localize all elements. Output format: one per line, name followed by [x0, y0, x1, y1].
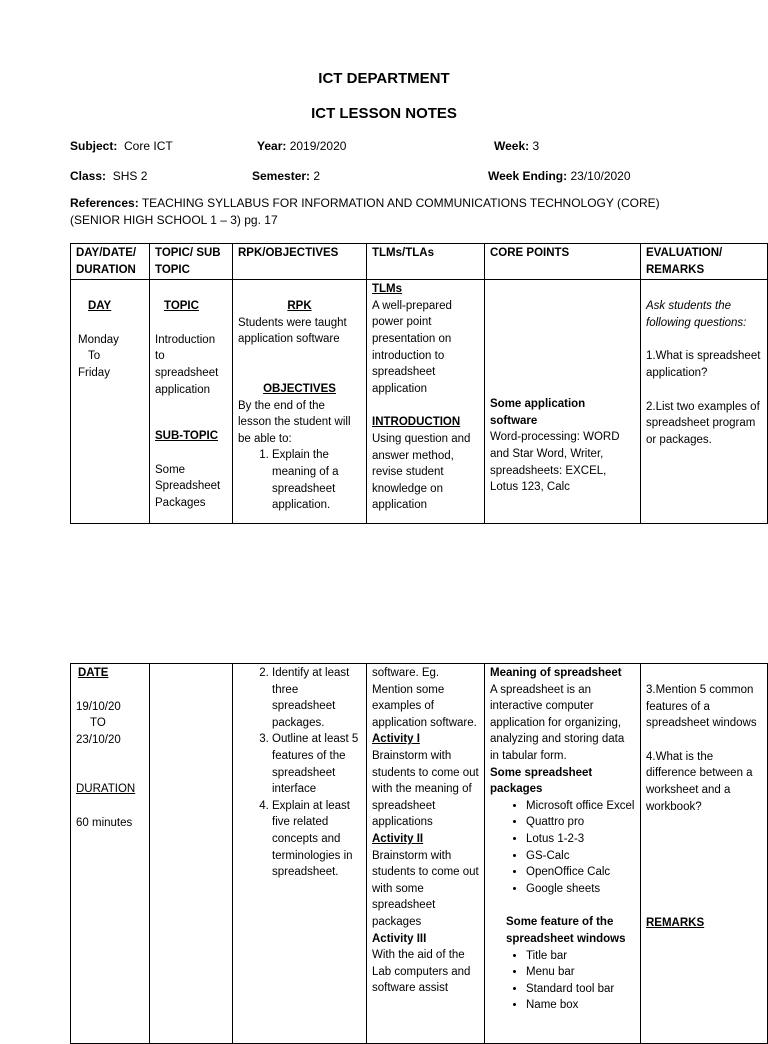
- table-header-row: [71, 244, 768, 280]
- week-label: Week:: [494, 139, 530, 153]
- evaluation-cell: [641, 280, 768, 524]
- topic-cell: [150, 280, 233, 524]
- week-ending-label: Week Ending:: [488, 169, 568, 183]
- objectives-cell: [233, 664, 367, 1044]
- date-cell: [71, 664, 150, 1044]
- activity-2-text: Brainstorm with students to come out with some spreadsheet packages: [372, 849, 479, 928]
- year-label: Year:: [257, 139, 287, 153]
- rpk-text: Students were taught application software: [238, 316, 347, 346]
- week-value: 3: [532, 139, 540, 153]
- header-tlms-tlas: TLMs/TLAs: [367, 244, 485, 280]
- rpk-heading: RPK: [287, 300, 312, 313]
- day-from: Monday: [78, 333, 119, 346]
- day-heading: DAY: [88, 300, 112, 313]
- topic-text: Introduction to spreadsheet application: [155, 333, 219, 396]
- semester-value: 2: [313, 169, 321, 183]
- lesson-notes-title: ICT LESSON NOTES: [311, 105, 457, 122]
- package-item: • Microsoft office Excel: [526, 798, 635, 815]
- week-ending-value: 23/10/2020: [570, 169, 631, 183]
- date-to: 23/10/20: [76, 733, 121, 746]
- core-points-heading: Some application software: [490, 398, 586, 427]
- semester-field: [252, 169, 320, 183]
- header-core-points: CORE POINTS: [485, 244, 641, 280]
- core-points-cell: [485, 280, 641, 524]
- feature-item: • Name box: [526, 997, 635, 1014]
- objectives-heading: OBJECTIVES: [263, 382, 336, 395]
- week-field: [494, 139, 539, 153]
- date-heading: DATE: [78, 667, 109, 679]
- day-until: Friday: [78, 366, 110, 379]
- header-topic: TOPIC/ SUB TOPIC: [150, 244, 233, 280]
- duration-value: 60 minutes: [76, 816, 133, 829]
- subject-label: Subject:: [70, 139, 118, 153]
- topic-heading: TOPIC: [164, 300, 199, 313]
- subtopic-heading: SUB-TOPIC: [155, 430, 219, 443]
- evaluation-cell: [641, 664, 768, 1044]
- remarks-heading: REMARKS: [646, 917, 705, 930]
- subject-field: [70, 139, 173, 153]
- references-label: References:: [70, 196, 139, 210]
- package-item: • Quattro pro: [526, 814, 635, 831]
- date-from: 19/10/20: [76, 700, 121, 713]
- meaning-heading: Meaning of spreadsheet: [490, 667, 622, 679]
- objective-item: 3. Outline at least 5 features of the spreadsheet interface: [272, 731, 361, 797]
- date-to-word: TO: [90, 717, 106, 730]
- class-label: Class:: [70, 169, 107, 183]
- feature-item: • Standard tool bar: [526, 981, 635, 998]
- department-title: ICT DEPARTMENT: [318, 70, 450, 87]
- tlms-text: A well-prepared power point presentation on introduction to spreadsheet application: [372, 299, 452, 395]
- tlms-heading: TLMs: [372, 283, 403, 296]
- evaluation-question-3: 3.Mention 5 common features of a spreadsheet windows: [646, 684, 757, 730]
- day-to: To: [88, 350, 101, 363]
- day-cell: [71, 280, 150, 524]
- activity-3-heading: Activity III: [372, 932, 427, 945]
- activity-2-heading: Activity II: [372, 832, 424, 845]
- objective-item: 4. Explain at least five related concepts and terminologies in spreadsheet.: [272, 798, 361, 881]
- lesson-table-2: [70, 663, 768, 1044]
- activity-3-text: With the aid of the Lab computers and software assist: [372, 949, 471, 995]
- core-points-cell: [485, 664, 641, 1044]
- rpk-objectives-cell: [233, 280, 367, 524]
- year-field: [257, 139, 346, 153]
- objective-item: 2. Identify at least three spreadsheet packages.: [272, 665, 361, 731]
- references-value: TEACHING SYLLABUS FOR INFORMATION AND COMMUNICATIONS TECHNOLOGY (CORE) (SENIOR HIGH SCHOOL 1 – 3) pg. 17: [70, 196, 660, 227]
- features-heading: Some feature of the spreadsheet windows: [506, 916, 626, 945]
- introduction-heading: INTRODUCTION: [372, 416, 461, 429]
- feature-item: • Menu bar: [526, 964, 635, 981]
- class-field: [70, 169, 147, 183]
- table-row: [71, 664, 768, 1044]
- tlms-cell: [367, 280, 485, 524]
- packages-heading: Some spreadsheet packages: [490, 766, 593, 796]
- references: [70, 195, 710, 229]
- tlm-continued: software. Eg. Mention some examples of application software.: [372, 667, 477, 729]
- year-value: 2019/2020: [289, 139, 347, 153]
- lesson-table-1: [70, 243, 768, 524]
- introduction-text: Using question and answer method, revise student knowledge on application: [372, 432, 471, 512]
- activity-1-heading: Activity I: [372, 733, 420, 746]
- objective-item: 1. Explain the meaning of a spreadsheet application.: [272, 447, 361, 513]
- package-item: • OpenOffice Calc: [526, 864, 635, 881]
- objectives-intro: By the end of the lesson the student will be able to:: [238, 399, 351, 445]
- table-row: [71, 280, 768, 524]
- meaning-text: A spreadsheet is an interactive computer application for organizing, analyzing and storing data in tabular form.: [490, 683, 625, 762]
- header-day-date-duration: DAY/DATE/ DURATION: [71, 244, 150, 280]
- week-ending-field: [488, 169, 631, 183]
- package-item: • Google sheets: [526, 881, 635, 898]
- package-item: • GS-Calc: [526, 848, 635, 865]
- subtopic-text: Some Spreadsheet Packages: [155, 463, 221, 509]
- header-evaluation-remarks: EVALUATION/ REMARKS: [641, 244, 768, 280]
- semester-label: Semester:: [252, 169, 311, 183]
- header-rpk-objectives: RPK/OBJECTIVES: [233, 244, 367, 280]
- evaluation-question-2: 2.List two examples of spreadsheet program or packages.: [646, 400, 760, 446]
- duration-heading: DURATION: [76, 783, 136, 796]
- topic-cell-empty: [150, 664, 233, 1044]
- evaluation-question-1: 1.What is spreadsheet application?: [646, 350, 761, 379]
- evaluation-question-4: 4.What is the difference between a worksheet and a workbook?: [646, 750, 753, 813]
- activity-1-text: Brainstorm with students to come out with the meaning of spreadsheet applications: [372, 749, 479, 829]
- tlms-cell: [367, 664, 485, 1044]
- subject-value: Core ICT: [124, 139, 173, 153]
- class-value: SHS 2: [112, 169, 148, 183]
- package-item: • Lotus 1-2-3: [526, 831, 635, 848]
- feature-item: • Title bar: [526, 948, 635, 965]
- evaluation-intro: Ask students the following questions:: [646, 300, 747, 329]
- core-points-text: Word-processing: WORD and Star Word, Writer, spreadsheets: EXCEL, Lotus 123, Calc: [490, 431, 620, 494]
